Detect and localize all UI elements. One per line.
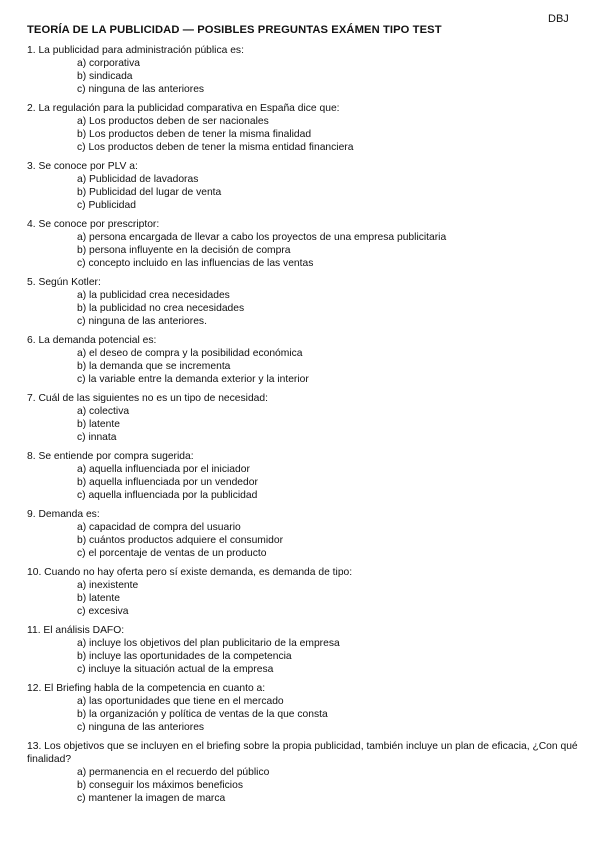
option-b: b) aquella influenciada por un vendedor [77, 477, 258, 488]
option-c: c) Publicidad [77, 200, 136, 211]
document-title: TEORÍA DE LA PUBLICIDAD — POSIBLES PREGUNTAS EXÁMEN TIPO TEST [27, 24, 442, 36]
option-c: c) incluye la situación actual de la empresa [77, 664, 274, 675]
question-text: 5. Según Kotler: [27, 277, 101, 288]
question-6 [27, 334, 587, 386]
option-a: a) la publicidad crea necesidades [77, 290, 230, 301]
option-a: a) el deseo de compra y la posibilidad económica [77, 348, 303, 359]
question-text: 8. Se entiende por compra sugerida: [27, 451, 194, 462]
option-b: b) la publicidad no crea necesidades [77, 303, 245, 314]
option-b: b) la organización y política de ventas de la que consta [77, 709, 328, 720]
option-b: b) persona influyente en la decisión de compra [77, 245, 291, 256]
option-c: c) aquella influenciada por la publicidad [77, 490, 258, 501]
option-b: b) sindicada [77, 71, 133, 82]
option-b: b) conseguir los máximos beneficios [77, 780, 243, 791]
question-4 [27, 218, 587, 270]
option-b: b) incluye las oportunidades de la competencia [77, 651, 292, 662]
question-text: 13. Los objetivos que se incluyen en el briefing sobre la propia publicidad, también incluye un plan de eficacia, ¿Con qué finalidad? [27, 741, 578, 765]
option-b: b) Publicidad del lugar de venta [77, 187, 222, 198]
option-b: b) cuántos productos adquiere el consumidor [77, 535, 284, 546]
option-a: a) incluye los objetivos del plan publicitario de la empresa [77, 638, 340, 649]
question-8 [27, 450, 587, 502]
option-a: a) Publicidad de lavadoras [77, 174, 199, 185]
question-text: 11. El análisis DAFO: [27, 625, 125, 636]
question-text: 7. Cuál de las siguientes no es un tipo de necesidad: [27, 393, 268, 404]
option-c: c) concepto incluido en las influencias de las ventas [77, 258, 314, 269]
question-3 [27, 160, 587, 212]
option-c: c) excesiva [77, 606, 129, 617]
question-text: 4. Se conoce por prescriptor: [27, 219, 160, 230]
question-11 [27, 624, 587, 676]
question-list [27, 44, 587, 811]
question-text: 1. La publicidad para administración pública es: [27, 45, 244, 56]
question-text: 10. Cuando no hay oferta pero sí existe demanda, es demanda de tipo: [27, 567, 353, 578]
option-c: c) el porcentaje de ventas de un producto [77, 548, 267, 559]
option-b: b) Los productos deben de tener la misma finalidad [77, 129, 312, 140]
author-initials: DBJ [548, 13, 569, 25]
question-text: 3. Se conoce por PLV a: [27, 161, 138, 172]
question-5 [27, 276, 587, 328]
question-7 [27, 392, 587, 444]
option-c: c) la variable entre la demanda exterior y la interior [77, 374, 309, 385]
option-b: b) latente [77, 593, 120, 604]
question-text: 2. La regulación para la publicidad comparativa en España dice que: [27, 103, 340, 114]
option-a: a) capacidad de compra del usuario [77, 522, 241, 533]
option-a: a) inexistente [77, 580, 139, 591]
question-text: 9. Demanda es: [27, 509, 100, 520]
option-c: c) mantener la imagen de marca [77, 793, 226, 804]
option-c: c) innata [77, 432, 117, 443]
question-10 [27, 566, 587, 618]
question-13 [27, 740, 587, 805]
option-a: a) corporativa [77, 58, 140, 69]
option-b: b) latente [77, 419, 120, 430]
option-c: c) ninguna de las anteriores [77, 84, 205, 95]
option-a: a) persona encargada de llevar a cabo los proyectos de una empresa publicitaria [77, 232, 447, 243]
option-a: a) permanencia en el recuerdo del público [77, 767, 270, 778]
question-1 [27, 44, 587, 96]
question-9 [27, 508, 587, 560]
option-a: a) Los productos deben de ser nacionales [77, 116, 269, 127]
option-c: c) Los productos deben de tener la misma entidad financiera [77, 142, 354, 153]
option-b: b) la demanda que se incrementa [77, 361, 231, 372]
option-a: a) colectiva [77, 406, 130, 417]
question-2 [27, 102, 587, 154]
option-c: c) ninguna de las anteriores. [77, 316, 207, 327]
question-text: 6. La demanda potencial es: [27, 335, 157, 346]
option-a: a) aquella influenciada por el iniciador [77, 464, 250, 475]
question-12 [27, 682, 587, 734]
option-c: c) ninguna de las anteriores [77, 722, 205, 733]
option-a: a) las oportunidades que tiene en el mercado [77, 696, 284, 707]
question-text: 12. El Briefing habla de la competencia en cuanto a: [27, 683, 266, 694]
